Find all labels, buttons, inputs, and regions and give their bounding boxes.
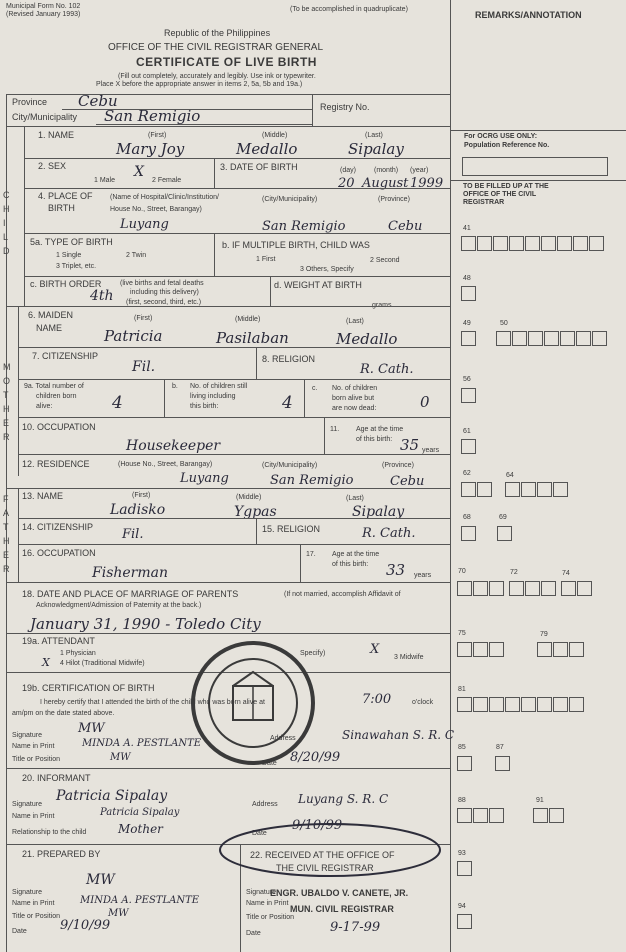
registrar-name: ENGR. UBALDO V. CANETE, JR. [270,888,409,898]
side-c: C [3,190,10,200]
multiple-birth-label: b. IF MULTIPLE BIRTH, CHILD WAS [222,240,370,250]
informant-relationship: Mother [118,822,163,836]
code-48-box[interactable] [461,286,477,301]
prepared-by-label: 21. PREPARED BY [22,849,101,859]
attendant-signature: MW [78,721,105,736]
father-religion: R. Cath. [362,526,416,541]
dob-day: 20 [338,176,355,191]
father-name-label: 13. NAME [22,491,64,501]
attendant-name: MINDA A. PESTLANTE [82,738,202,749]
father-last-name: Sipalay [352,504,405,520]
pob-label: 4. PLACE OF [38,191,93,201]
code-74-boxes[interactable] [561,581,593,596]
informant-date: 9/10/99 [292,818,343,833]
pob-province: Cebu [388,219,423,234]
code-69-box[interactable] [497,526,513,541]
code-62-boxes[interactable] [461,482,493,497]
city-value: San Remigio [104,107,201,125]
preparer-name: MINDA A. PESTLANTE [80,895,200,906]
born-alive-count: 4 [112,393,123,413]
code-79-boxes[interactable] [537,642,585,657]
code-56-box[interactable] [461,388,477,403]
instruction-2: Place X before the appropriate answer in items 2, 5a, 5b and 19a.) [96,81,303,88]
preparer-signature: MW [86,872,115,888]
province-label: Province [12,97,48,107]
residence-province: Cebu [390,474,425,489]
father-religion-label: 15. RELIGION [262,524,321,534]
child-name-label: 1. NAME [38,130,75,140]
code-70-boxes[interactable] [457,581,505,596]
code-61-box[interactable] [461,439,477,454]
residence-city: San Remigio [270,473,354,488]
received-date: 9-17-99 [330,920,381,935]
birth-time: 7:00 [362,692,392,707]
code-50-boxes[interactable] [496,331,608,346]
mother-middle-name: Pasilaban [216,329,289,347]
side-h: H [3,204,10,214]
code-64-boxes[interactable] [505,482,569,497]
attendant-label: 19a. ATTENDANT [22,636,95,646]
certification-label: 19b. CERTIFICATION OF BIRTH [22,683,155,693]
dead-count: 0 [420,393,430,411]
header-rule [6,94,450,95]
mother-citizenship-label: 7. CITIZENSHIP [32,351,99,361]
code-81-boxes[interactable] [457,697,585,712]
certificate-title: CERTIFICATE OF LIVE BIRTH [136,55,317,69]
code-93-box[interactable] [457,861,473,876]
father-occupation: Fisherman [92,565,169,581]
code-72-boxes[interactable] [509,581,557,596]
code-68-box[interactable] [461,526,477,541]
mother-last-name: Medallo [336,330,398,348]
birth-order-label: c. BIRTH ORDER [30,279,102,289]
accomplish-note: (To be accomplished in quadruplicate) [290,6,408,13]
mother-age: 35 [400,436,420,454]
remarks-heading: REMARKS/ANNOTATION [475,10,582,20]
residence-barangay: Luyang [180,471,229,486]
birth-order-value: 4th [90,288,114,304]
weight-label: d. WEIGHT AT BIRTH [274,280,362,290]
marriage-date-place: January 31, 1990 - Toledo City [30,615,261,633]
attendant-mark-midwife: X [370,642,380,657]
code-41-boxes[interactable] [461,236,605,251]
mother-occupation: Housekeeper [126,438,221,454]
maiden-label: 6. MAIDEN [28,310,74,320]
office-line: OFFICE OF THE CIVIL REGISTRAR GENERAL [108,42,324,53]
informant-name: Patricia Sipalay [100,807,180,818]
informant-label: 20. INFORMANT [22,773,91,783]
side-l: L [3,232,9,242]
side-i: I [3,218,6,228]
lcr-label: TO BE FILLED UP AT THE [463,183,549,190]
prepared-date: 9/10/99 [60,918,111,933]
registrar-seal-icon [188,638,318,768]
code-49-box[interactable] [461,331,477,346]
pob-city: San Remigio [262,219,346,234]
child-last-name: Sipalay [348,140,404,158]
residence-label: 12. RESIDENCE [22,459,90,469]
attendant-title: MW [110,752,131,763]
marriage-label: 18. DATE AND PLACE OF MARRIAGE OF PARENTS [22,589,239,599]
attendant-mark-hilot: X [42,656,50,669]
father-occupation-label: 16. OCCUPATION [22,548,96,558]
code-85-box[interactable] [457,756,473,771]
attendant-address: Sinawahan S. R. C [342,728,455,742]
mother-citizenship: Fil. [132,359,156,375]
informant-signature: Patricia Sipalay [56,788,168,804]
father-age: 33 [386,561,406,579]
population-reference-box[interactable] [462,157,608,176]
instruction-1: (Fill out completely, accurately and legibly. Use ink or typewriter. [118,73,316,80]
informant-address: Luyang S. R. C [298,792,389,806]
code-75-boxes[interactable] [457,642,505,657]
father-first-name: Ladisko [110,502,166,518]
code-87-box[interactable] [495,756,511,771]
sex-mark: X [134,164,144,180]
province-value: Cebu [78,92,118,110]
father-citizenship: Fil. [122,527,144,542]
father-citizenship-label: 14. CITIZENSHIP [22,522,94,532]
born-alive-label: 9a. Total number of [24,383,84,390]
mother-occupation-label: 10. OCCUPATION [22,422,96,432]
sex-label: 2. SEX [38,161,67,171]
birth-certificate-page: Municipal Form No. 102 (Revised January 1993) (To be accomplished in quadruplicate) REMARKS/ANNOTATION Republic of the Philippines OFFICE OF THE CIVIL REGISTRAR GENERAL CERTIFICATE OF LIVE BIRTH (Fill out completely, accurately and legibly. Use ink or typewriter. Place X before the appropriate answer in items 2, 5a, 5b and 19a.) Province Cebu City/Municipality San Remigio Registry No. C H I L D 1. NAME (First) (Middle) (Last) Mary Joy Medallo Sipalay 2. SEX 1 Male X 2 Female 3. DATE OF BIRTH (day) (month) (year) 20 August 1999 4. PLACE OF BIRTH (Name of Hospital/Clinic/Institution/ House No., Street, Barangay) (City/Municipality) (Province) Luyang San Remigio Cebu 5a. TYPE OF BIRTH 1 Single 2 Twin 3 Triplet, etc. b. IF MULTIPLE BIRTH, CHILD WAS 1 First 2 Second 3 Others, Specify c. BIRTH ORDER (live births and fetal deaths including this delivery) (first, second, third, etc.) 4th d. WEIGHT AT BIRTH grams M O T H E R 6. MAIDEN NAME (First) (Middle) (Last) Patricia Pasilaban Medallo 7. CITIZENSHIP Fil. 8. RELIGION R. Cath. 9a. Total number of children born alive: 4 b. No. of children still living including this birth: 4 c. No. of children born alive but are now dead: 0 10. OCCUPATION Housekeeper 11. Age at the time of this birth: 35 years 12. RESIDENCE (House No., Street, Barangay) (City/Municipality) (Province) Luyang San Remigio Cebu F A T H E R 13. NAME (First) (Middle) (Last) Ladisko Ygpas Sipalay 14. CITIZENSHIP Fil. 15. RELIGION R. Cath. 16. OCCUPATION Fisherman 17. Age at the time of this birth: 33 years 18. DATE AND PLACE OF MARRIAGE OF PARENTS (If not married, accomplish Affidavit of Acknowledgment/Admission of Paternity at the back.) January 31, 1990 - Toledo City 19a. ATTENDANT 1 Physician X 4 Hilot (Traditional Midwife) Specify) X 3 Midwife 19b. CERTIFICATION OF BIRTH I hereby certify that I attended the birth of the child who was born alive at 7:00 o'clock am/pm on the date stated above. Signature MW Name in Print MINDA A. PESTLANTE Title or Position MW Address Sinawahan S. R. C Date 8/20/99 20. INFORMANT Signature Patricia Sipalay Name in Print Patricia Sipalay Relationship to the child Mother Address Luyang S. R. C Date 9/10/99 21. PREPARED BY Signature MW Name in Print MINDA A. PESTLANTE Title or Position MW Date 9/10/99 22. RECEIVED AT THE OFFICE OF THE CIVIL REGISTRAR Signature Name in Print ENGR. UBALDO V. CANETE, JR. Title or Position MUN. CIVIL REGISTRAR Date 9-17-99 For OCRG USE ONLY: Population Reference No. TO BE FILLED UP AT THE OFFICE OF THE CIVIL REGISTRAR 41 48 49 50 56 61 62 64 68 69 70 72 74 75 79 81 85 87 88 91 93 94 [0,0,626,952]
living-count: 4 [282,393,293,413]
ocrg-label: For OCRG USE ONLY: [464,133,538,140]
received-label: 22. RECEIVED AT THE OFFICE OF [250,850,395,860]
code-94-box[interactable] [457,914,473,929]
dob-label: 3. DATE OF BIRTH [220,162,298,172]
child-middle-name: Medallo [236,140,298,158]
dob-month: August [362,176,409,191]
form-number: Municipal Form No. 102 [6,3,81,10]
republic-line: Republic of the Philippines [164,28,271,38]
side-d: D [3,246,10,256]
received-stamp-oval-icon [215,820,445,880]
dob-year: 1999 [410,176,444,191]
pob-barangay: Luyang [120,217,169,232]
registrar-title: MUN. CIVIL REGISTRAR [290,904,394,914]
father-middle-name: Ygpas [234,504,277,520]
city-label: City/Municipality [12,112,78,122]
revised-date: (Revised January 1993) [6,11,81,18]
registry-label: Registry No. [320,102,370,112]
preparer-title: MW [108,908,129,919]
certification-date: 8/20/99 [290,750,341,765]
code-88-boxes[interactable] [457,808,505,823]
mother-religion-label: 8. RELIGION [262,354,316,364]
mother-religion: R. Cath. [360,362,414,377]
code-91-boxes[interactable] [533,808,565,823]
birth-type-label: 5a. TYPE OF BIRTH [30,237,113,247]
child-first-name: Mary Joy [116,140,185,158]
remarks-divider [450,0,451,952]
mother-first-name: Patricia [104,327,163,345]
